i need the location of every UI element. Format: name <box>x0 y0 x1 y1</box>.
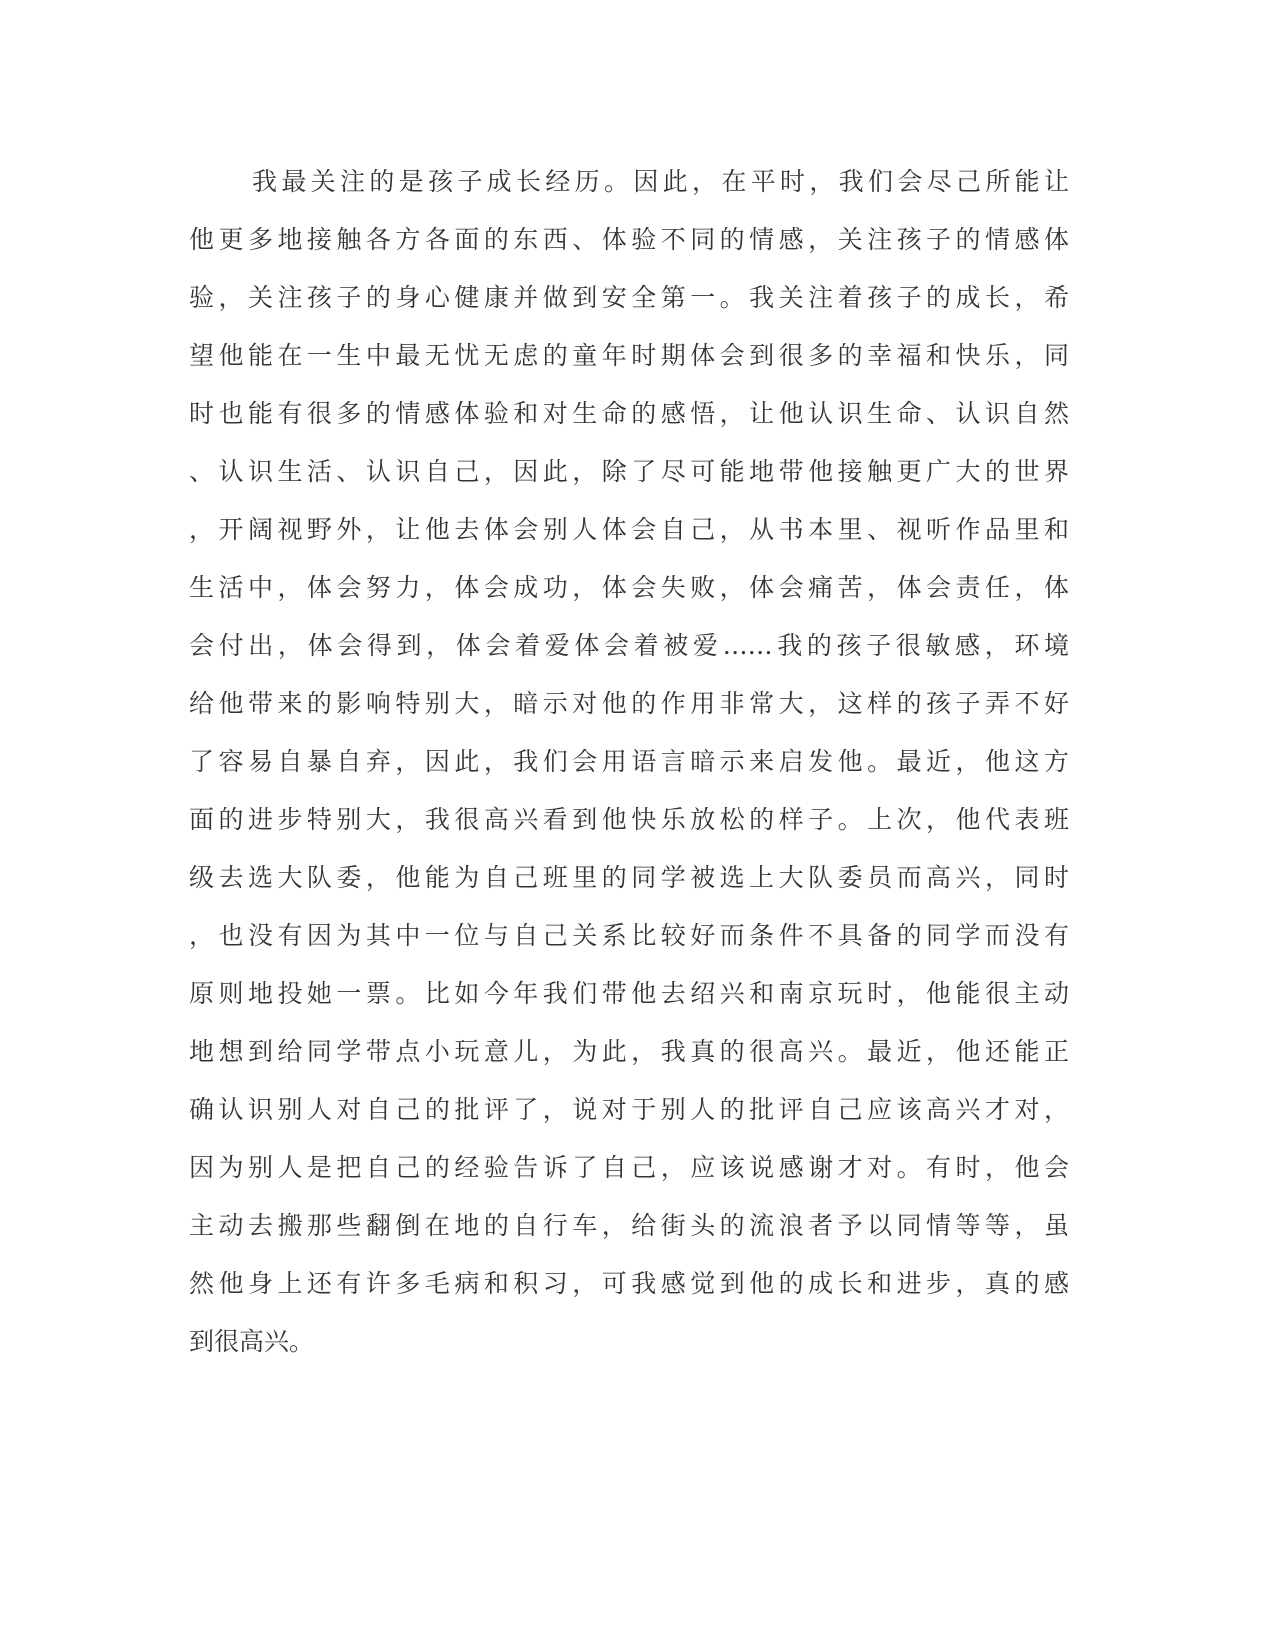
paragraph-line: 级去选大队委，他能为自己班里的同学被选上大队委员而高兴，同时 <box>189 863 1069 892</box>
paragraph-line: 会付出，体会得到，体会着爱体会着被爱……我的孩子很敏感，环境 <box>189 631 1069 660</box>
paragraph-line: 因为别人是把自己的经验告诉了自己，应该说感谢才对。有时，他会 <box>189 1153 1069 1182</box>
paragraph-line: 确认识别人对自己的批评了，说对于别人的批评自己应该高兴才对， <box>189 1095 1069 1124</box>
paragraph-line: 面的进步特别大，我很高兴看到他快乐放松的样子。上次，他代表班 <box>189 805 1069 834</box>
paragraph-line: 给他带来的影响特别大，暗示对他的作用非常大，这样的孩子弄不好 <box>189 689 1069 718</box>
paragraph-line: 然他身上还有许多毛病和积习，可我感觉到他的成长和进步，真的感 <box>189 1269 1069 1298</box>
paragraph-line: 、认识生活、认识自己，因此，除了尽可能地带他接触更广大的世界 <box>189 457 1069 486</box>
paragraph-line: ，开阔视野外，让他去体会别人体会自己，从书本里、视听作品里和 <box>189 515 1069 544</box>
paragraph-line: 验，关注孩子的身心健康并做到安全第一。我关注着孩子的成长，希 <box>189 283 1069 312</box>
paragraph-line: 他更多地接触各方各面的东西、体验不同的情感，关注孩子的情感体 <box>189 225 1069 254</box>
paragraph-line: 主动去搬那些翻倒在地的自行车，给街头的流浪者予以同情等等，虽 <box>189 1211 1069 1240</box>
paragraph-line: 生活中，体会努力，体会成功，体会失败，体会痛苦，体会责任，体 <box>189 573 1069 602</box>
paragraph-line: ，也没有因为其中一位与自己关系比较好而条件不具备的同学而没有 <box>189 921 1069 950</box>
paragraph-line: 原则地投她一票。比如今年我们带他去绍兴和南京玩时，他能很主动 <box>189 979 1069 1008</box>
paragraph-line: 到很高兴。 <box>189 1327 315 1356</box>
paragraph-line: 时也能有很多的情感体验和对生命的感悟，让他认识生命、认识自然 <box>189 399 1069 428</box>
paragraph-line: 我最关注的是孩子成长经历。因此，在平时，我们会尽己所能让 <box>252 167 1069 196</box>
paragraph-line: 了容易自暴自弃，因此，我们会用语言暗示来启发他。最近，他这方 <box>189 747 1069 776</box>
paragraph-line: 望他能在一生中最无忧无虑的童年时期体会到很多的幸福和快乐，同 <box>189 341 1069 370</box>
paragraph-line: 地想到给同学带点小玩意儿，为此，我真的很高兴。最近，他还能正 <box>189 1037 1069 1066</box>
